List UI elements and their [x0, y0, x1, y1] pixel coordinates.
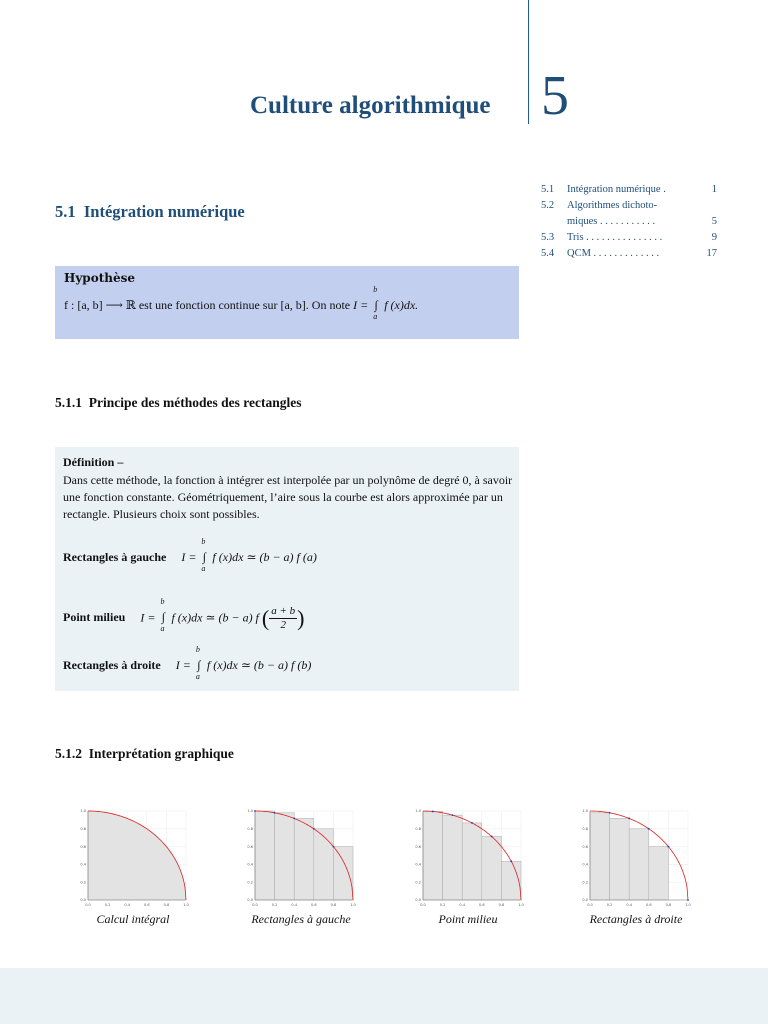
evaluation-point [510, 860, 512, 862]
y-tick-label: 0.0 [415, 898, 421, 903]
subsection-number: 5.1.2 [55, 746, 82, 761]
definition-title: Définition – [63, 455, 124, 469]
toc-page: 5 [711, 216, 717, 227]
y-tick-label: 0.2 [80, 880, 86, 885]
formula-rhs: f (x)dx ≃ (b − a) f (b) [206, 658, 312, 672]
approx-rectangle [255, 811, 275, 900]
subsection-heading [55, 746, 234, 762]
section-heading [55, 202, 245, 222]
chapter-number: 5 [541, 65, 569, 127]
x-tick-label: 0.4 [124, 903, 130, 907]
formula-midpoint [63, 597, 305, 634]
y-tick-label: 0.6 [247, 844, 253, 849]
y-tick-label: 0.2 [415, 880, 421, 885]
integral-lower-limit: a [201, 564, 206, 573]
x-tick-label: 0.8 [665, 903, 672, 907]
y-tick-label: 0.6 [80, 844, 86, 849]
x-tick-label: 0.2 [271, 903, 278, 907]
approx-rectangle [462, 823, 482, 900]
x-tick-label: 0.8 [330, 903, 337, 907]
x-tick-label: 1.0 [183, 903, 189, 907]
approx-rectangle [275, 813, 295, 900]
y-tick-label: 0.4 [247, 862, 253, 867]
approx-rectangle [501, 861, 521, 900]
toc-number [541, 214, 567, 230]
section-title: Intégration numérique [83, 202, 245, 221]
subsection-title: Principe des méthodes des rectangles [88, 395, 302, 410]
x-tick-label: 0.6 [311, 903, 317, 907]
toc-page [699, 198, 717, 214]
y-tick-label: 1.0 [582, 809, 588, 814]
formula-lhs: I = [175, 658, 191, 672]
y-tick-label: 1.0 [415, 809, 421, 814]
x-tick-label: 0.2 [439, 903, 446, 907]
x-tick-label: 0.4 [459, 903, 465, 907]
x-tick-label: 1.0 [685, 903, 691, 907]
figure-caption: Point milieu [438, 912, 498, 926]
formula-label: Rectangles à gauche [63, 550, 167, 564]
hypothesis-text [64, 285, 419, 321]
integral-upper-limit: b [195, 645, 200, 654]
approx-rectangle [590, 813, 610, 900]
toc-title: miques . . . . . . . . . . . [567, 216, 656, 227]
y-tick-label: 1.0 [247, 809, 253, 814]
toc-title: QCM . . . . . . . . . . . . . [567, 248, 660, 259]
formula-left-rectangles [63, 537, 317, 573]
integral-upper-limit: b [373, 285, 378, 294]
figure-exact-integral [78, 806, 204, 908]
toc-number: 5.4 [541, 248, 555, 259]
formula-label: Point milieu [63, 610, 126, 625]
figure-midpoint [413, 806, 539, 908]
toc-page: 1 [711, 184, 717, 195]
chapter-divider [528, 0, 529, 124]
x-tick-label: 0.6 [646, 903, 652, 907]
toc-entry[interactable] [541, 230, 717, 246]
figure-left-rectangles [245, 806, 371, 908]
evaluation-point [293, 818, 295, 820]
evaluation-point [313, 828, 315, 830]
evaluation-point [687, 899, 689, 901]
formula-label: Rectangles à droite [63, 658, 161, 672]
x-tick-label: 1.0 [518, 903, 524, 907]
figure-caption: Rectangles à gauche [251, 912, 351, 926]
y-tick-label: 0.6 [582, 844, 588, 849]
y-tick-label: 0.4 [582, 862, 588, 867]
definition-text: Dans cette méthode, la fonction à intégrer est interpolée par un polynôme de degré 0, à savoir une fonction constante. Géométriquement, l’aire sous la courbe est alors approximée par un rectangle. Plusieurs choix sont possibles. [63, 473, 513, 521]
y-tick-label: 0.2 [247, 880, 253, 885]
evaluation-point [471, 822, 473, 824]
footer-band [0, 968, 768, 1024]
definition-box [55, 447, 519, 691]
formula-rhs: f (x)dx ≃ (b − a) f [171, 610, 259, 625]
subsection-number: 5.1.1 [55, 395, 82, 410]
left-paren: ( [261, 605, 270, 631]
x-tick-label: 0.8 [498, 903, 505, 907]
y-tick-label: 0.8 [80, 827, 86, 831]
fraction-denominator: 2 [280, 619, 286, 631]
approx-rectangle [314, 829, 334, 900]
hypothesis-text-b: I = [353, 298, 369, 312]
integral-sign: ∫ b a [201, 537, 207, 573]
toc-number: 5.2 [541, 200, 555, 211]
y-tick-label: 0.6 [415, 844, 421, 849]
approx-rectangle [482, 836, 502, 900]
fraction-numerator: a + b [271, 605, 296, 617]
y-tick-label: 0.0 [80, 898, 86, 903]
evaluation-point [452, 814, 454, 816]
x-tick-label: 0.6 [479, 903, 485, 907]
x-tick-label: 0.4 [291, 903, 297, 907]
subsection-heading [55, 395, 301, 411]
toc-entry[interactable] [541, 198, 717, 214]
approx-rectangle [649, 847, 669, 900]
integral-upper-limit: b [201, 537, 206, 546]
approx-rectangle [443, 815, 463, 900]
formula-lhs: I = [140, 610, 156, 625]
formula-lhs: I = [181, 550, 197, 564]
hypothesis-text-c: f (x)dx. [384, 298, 419, 312]
evaluation-point [333, 846, 335, 848]
toc-title: Tris . . . . . . . . . . . . . . . [567, 232, 663, 243]
hypothesis-title: Hypothèse [64, 271, 135, 285]
x-tick-label: 0.4 [626, 903, 632, 907]
approx-rectangle [610, 818, 630, 900]
integral-lower-limit: a [195, 672, 200, 681]
toc-title: Algorithmes dichoto- [567, 200, 658, 211]
evaluation-point [648, 828, 650, 830]
figure-right-rectangles [580, 806, 706, 908]
approx-rectangle [333, 847, 353, 900]
y-tick-label: 0.8 [247, 827, 253, 831]
fraction [269, 605, 297, 632]
evaluation-point [254, 810, 256, 812]
hypothesis-text-a: f : [a, b] ⟶ ℝ est une fonction continue sur [a, b]. On note [64, 298, 351, 312]
table-of-contents [541, 182, 717, 262]
approx-rectangle [629, 829, 649, 900]
y-tick-label: 1.0 [80, 809, 86, 814]
y-tick-label: 0.4 [80, 862, 86, 867]
toc-page: 9 [711, 232, 717, 243]
formula-rhs: f (x)dx ≃ (b − a) f (a) [212, 550, 317, 564]
y-tick-label: 0.8 [582, 827, 588, 831]
approx-rectangle [423, 811, 443, 900]
hypothesis-box [55, 266, 519, 339]
toc-entry[interactable] [541, 246, 717, 262]
toc-entry[interactable] [541, 214, 717, 230]
x-tick-label: 1.0 [350, 903, 356, 907]
x-tick-label: 0.2 [104, 903, 111, 907]
x-tick-label: 0.0 [85, 903, 91, 907]
evaluation-point [668, 846, 670, 848]
y-tick-label: 0.4 [415, 862, 421, 867]
x-tick-label: 0.6 [144, 903, 150, 907]
x-tick-label: 0.8 [163, 903, 170, 907]
chapter-title: Culture algorithmique [250, 92, 491, 119]
x-tick-label: 0.0 [587, 903, 593, 907]
evaluation-point [628, 818, 630, 820]
x-tick-label: 0.2 [606, 903, 613, 907]
evaluation-point [609, 812, 611, 814]
approx-rectangle [294, 818, 314, 900]
integral-lower-limit: a [160, 624, 165, 634]
right-paren: ) [297, 605, 305, 631]
integral-upper-limit: b [160, 597, 165, 607]
toc-number: 5.1 [541, 184, 555, 195]
toc-entry[interactable] [541, 182, 717, 198]
evaluation-point [274, 812, 276, 814]
evaluation-point [432, 811, 434, 813]
evaluation-point [491, 836, 493, 838]
section-number: 5.1 [55, 202, 76, 221]
integral-sign: ∫ b a [195, 645, 201, 681]
x-tick-label: 0.0 [252, 903, 258, 907]
integral-sign: ∫ b a [160, 597, 166, 634]
figure-caption: Rectangles à droite [589, 912, 683, 926]
integral-lower-limit: a [373, 312, 378, 321]
y-tick-label: 0.2 [582, 880, 588, 885]
toc-number: 5.3 [541, 232, 555, 243]
figure-caption: Calcul intégral [96, 912, 170, 926]
formula-right-rectangles [63, 645, 312, 681]
subsection-title: Interprétation graphique [88, 746, 234, 761]
x-tick-label: 0.0 [420, 903, 426, 907]
y-tick-label: 0.0 [582, 898, 588, 903]
y-tick-label: 0.8 [415, 827, 421, 831]
toc-page: 17 [706, 248, 717, 259]
toc-title: Intégration numérique . [567, 184, 666, 195]
area-under-curve [88, 811, 186, 900]
integral-sign: ∫ b a [373, 285, 378, 321]
y-tick-label: 0.0 [247, 898, 253, 903]
